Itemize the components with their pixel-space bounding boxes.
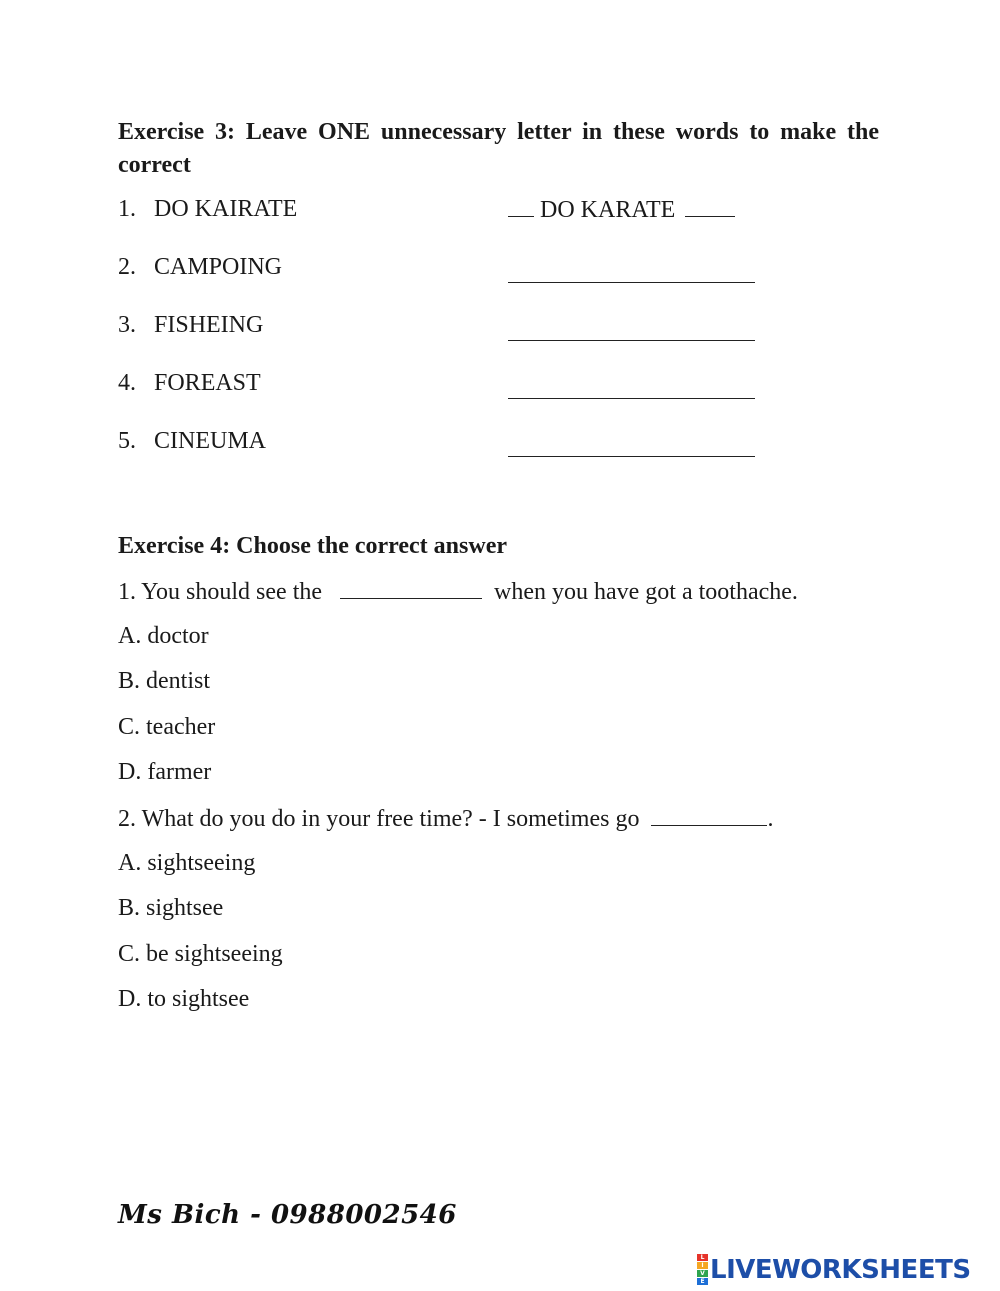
exercise-3-item-5	[118, 428, 266, 455]
exercise-3-item-2	[118, 254, 282, 281]
item-word: CINEUMA	[154, 428, 266, 454]
item-word: DO KAIRATE	[154, 196, 298, 222]
item-number: 1.	[118, 196, 136, 222]
question-2-text-end: .	[767, 806, 774, 832]
exercise-3-item-1	[118, 196, 297, 223]
answer-line-2[interactable]	[508, 282, 755, 283]
logo-blocks-icon	[697, 1254, 708, 1285]
logo-block: V	[697, 1270, 708, 1277]
q1-option-b[interactable]: B. dentist	[118, 668, 211, 694]
exercise-3-title: Exercise 3: Leave ONE unnecessary letter in these words to make the correct	[118, 119, 879, 178]
exercise-4-title: Exercise 4: Choose the correct answer	[118, 533, 507, 559]
item-word: CAMPOING	[154, 254, 283, 280]
q2-option-a[interactable]: A. sightseeing	[118, 850, 256, 876]
exercise-3-answer-1[interactable]	[508, 196, 735, 224]
q1-option-c[interactable]: C. teacher	[118, 714, 216, 740]
logo-block: E	[697, 1278, 708, 1285]
answer-line-5[interactable]	[508, 456, 755, 457]
item-word: FISHEING	[154, 312, 264, 338]
question-2	[118, 805, 773, 833]
question-1-blank[interactable]	[340, 578, 482, 599]
q1-option-a[interactable]: A. doctor	[118, 623, 209, 649]
liveworksheets-logo[interactable]	[697, 1254, 971, 1285]
author-signature: Ms Bich - 0988002546	[118, 1200, 457, 1230]
item-number: 2.	[118, 254, 136, 280]
answer-blank-left	[508, 196, 534, 217]
q2-option-b[interactable]: B. sightsee	[118, 895, 224, 921]
question-2-blank[interactable]	[651, 805, 767, 826]
logo-block: L	[697, 1254, 708, 1261]
q1-option-d[interactable]: D. farmer	[118, 759, 212, 785]
answer-line-3[interactable]	[508, 340, 755, 341]
item-number: 3.	[118, 312, 136, 338]
example-answer: DO KARATE	[540, 197, 676, 223]
answer-line-4[interactable]	[508, 398, 755, 399]
question-1-text-end: when you have got a toothache.	[494, 579, 798, 605]
logo-block: I	[697, 1262, 708, 1269]
question-1-text: 1. You should see the	[118, 579, 323, 605]
exercise-3-item-4	[118, 370, 261, 397]
q2-option-c[interactable]: C. be sightseeing	[118, 941, 283, 967]
q2-option-d[interactable]: D. to sightsee	[118, 986, 250, 1012]
item-number: 5.	[118, 428, 136, 454]
item-word: FOREAST	[154, 370, 261, 396]
question-2-text: 2. What do you do in your free time? - I sometimes go	[118, 806, 640, 832]
logo-text: LIVEWORKSHEETS	[710, 1254, 971, 1285]
item-number: 4.	[118, 370, 136, 396]
answer-blank-right	[685, 196, 735, 217]
question-1	[118, 578, 798, 606]
exercise-3-item-3	[118, 312, 263, 339]
